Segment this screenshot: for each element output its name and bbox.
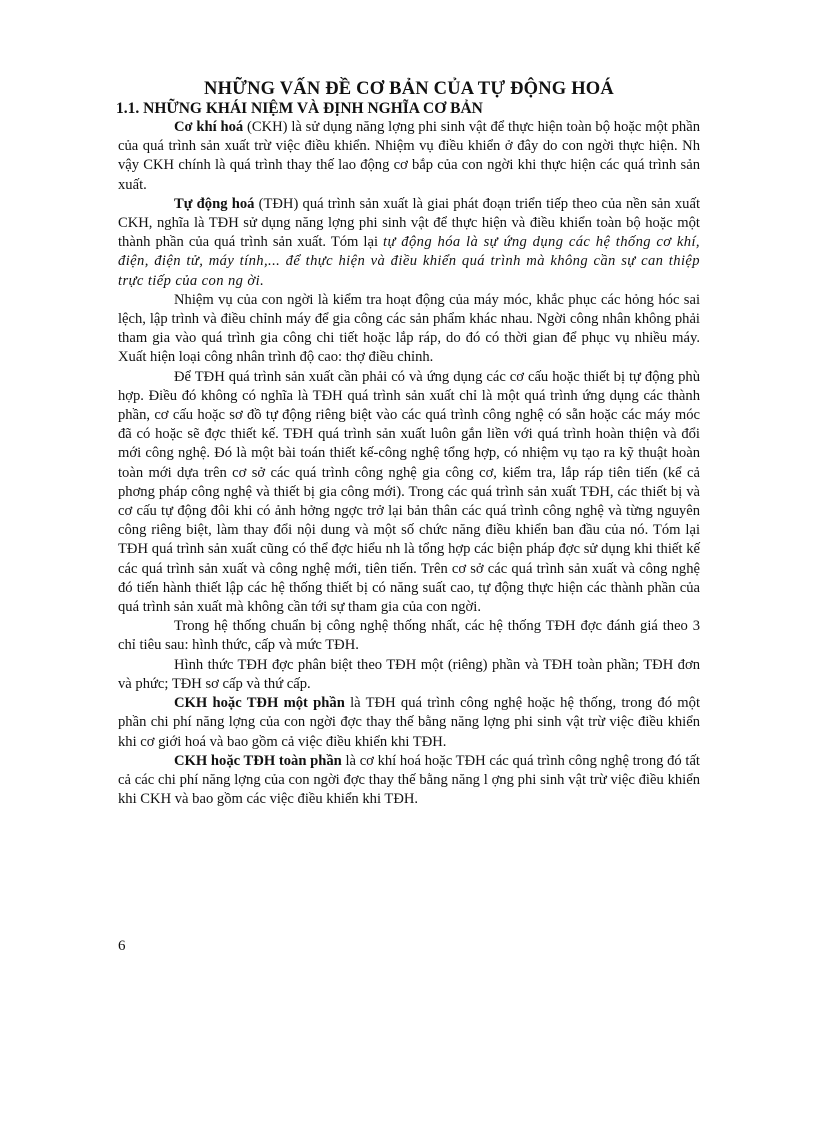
paragraph-hinh-thuc: Hình thức TĐH đợc phân biệt theo TĐH một (riêng) phần và TĐH toàn phần; TĐH đơn và phức; TĐH sơ cấp và thứ cấp.: [118, 656, 700, 692]
paragraph-tdh-toan-phan: [118, 752, 700, 810]
paragraph-cơ-khí-hoá: [118, 118, 700, 195]
paragraph-nhiem-vu: Nhiệm vụ của con ngời là kiểm tra hoạt động của máy móc, khắc phục các hỏng hóc sai lệch, lập trình và điều chỉnh máy để gia công các sản phẩm khác nhau. Ngời công nhân không phải tham gia vào quá trình gia công chi tiết hoặc lắp ráp, do đó có thời gian để phục vụ nhiều máy. Xuất hiện loại công nhân trình độ cao: thợ điều chỉnh.: [118, 291, 700, 366]
paragraph-de-tdh: Để TĐH quá trình sản xuất cần phải có và ứng dụng các cơ cấu hoặc thiết bị tự động phù hợp. Điều đó không có nghĩa là TĐH quá trình sản xuất chỉ là một quá trình ứng dụng các thành phần, cơ cấu hoặc sơ đồ tự động riêng biệt vào các quá trình công nghệ có sẵn hoặc các máy móc đã có hoặc sẽ đợc thiết kế. TĐH quá trình sản xuất luôn gắn liền với quá trình hoàn thiện và đổi mới công nghệ. Đó là một bài toán thiết kế-công nghệ tổng hợp, có nhiệm vụ tạo ra kỹ thuật hoàn toàn mới dựa trên cơ sở các quá trình công nghệ gia công cơ, kiểm tra, lắp ráp tiên tiến (kể cả phơng pháp công nghệ và thiết bị gia công mới). Trong các quá trình sản xuất TĐH, các thiết bị và cơ cấu tự động đôi khi có ảnh hởng ngợc trở lại bản thân các quá trình công nghệ và từng nguyên công riêng biệt, làm thay đổi nội dung và một số chức năng điều khiển ban đầu của nó. Tóm lại TĐH quá trình sản xuất cũng có thể đợc hiểu nh là tổng hợp các biện pháp đợc sử dụng khi thiết kế các quá trình sản xuất và công nghệ mới, tiên tiến. Trên cơ sở các quá trình sản xuất và công nghệ đó tiến hành thiết lập các hệ thống thiết bị có năng suất cao, tự động thực hiện các thành phần của quá trình sản xuất mà không cần tới sự tham gia của con ngời.: [118, 368, 700, 616]
paragraph-text: (TĐH) quá trình sản xuất là giai phát đoạn triển tiếp theo của nền sản xuất CKH, nghĩa là TĐH sử dụng năng lợng phi sinh vật để thực hiện và điều khiển toàn bộ hoặc một thành phần của quá trình sản xuất. Tóm lại: [118, 195, 700, 251]
paragraph-text: là TĐH quá trình công nghệ hoặc hệ thống, trong đó một phần chi phí năng lợng của con ngời đợc thay thế bằng năng lợng phi sinh vật trừ việc điều khiển khi cơ giới hoá và bao gồm cả việc điều khiển khi TĐH.: [118, 695, 700, 750]
section-heading: 1.1. NHỮNG KHÁI NIỆM VÀ ĐỊNH NGHĨA CƠ BẢN: [116, 100, 483, 117]
paragraph-text: là cơ khí hoá hoặc TĐH các quá trình công nghệ trong đó tất cả các chi phí năng lợng của con ngời đợc thay thế bằng năng l ợng phi sinh vật trừ việc điều khiển khi CKH và bao gồm các việc điều khiển khi TĐH.: [118, 752, 700, 808]
paragraph-text: (CKH) là sử dụng năng lợng phi sinh vật để thực hiện toàn bộ hoặc một phần của quá trình sản xuất trừ việc điều khiển. Nhiệm vụ điều khiển ở đây do con ngời thực hiện. Nh vậy CKH chính là quá trình thay thế lao động cơ bắp của con ngời khi thực hiện các quá trình sản xuất.: [118, 119, 700, 193]
page-number: 6: [118, 938, 126, 954]
term-co-khi-hoa: Cơ khí hoá: [174, 119, 244, 135]
term-tdh-toan-phan: CKH hoặc TĐH toàn phần: [174, 752, 342, 769]
definition-italic: tự động hóa là sự ứng dụng các hệ thống cơ khí, điện, điện tử, máy tính,... để thực hiện và điều khiển quá trình mà không cần sự can thiệp trực tiếp của con ng ời.: [118, 234, 700, 289]
document-title: NHỮNG VẤN ĐỀ CƠ BẢN CỦA TỰ ĐỘNG HOÁ: [204, 79, 614, 99]
paragraph-tdh-mot-phan: [118, 694, 700, 752]
term-tdh-mot-phan: CKH hoặc TĐH một phần: [174, 695, 345, 712]
document-page: [118, 78, 700, 809]
term-tu-dong-hoa: Tự động hoá: [174, 195, 255, 212]
paragraph-he-thong-chuan-bi: Trong hệ thống chuẩn bị công nghệ thống nhất, các hệ thống TĐH đợc đánh giá theo 3 chỉ tiêu sau: hình thức, cấp và mức TĐH.: [118, 618, 700, 654]
paragraph-tu-dong-hoa: [118, 195, 700, 291]
